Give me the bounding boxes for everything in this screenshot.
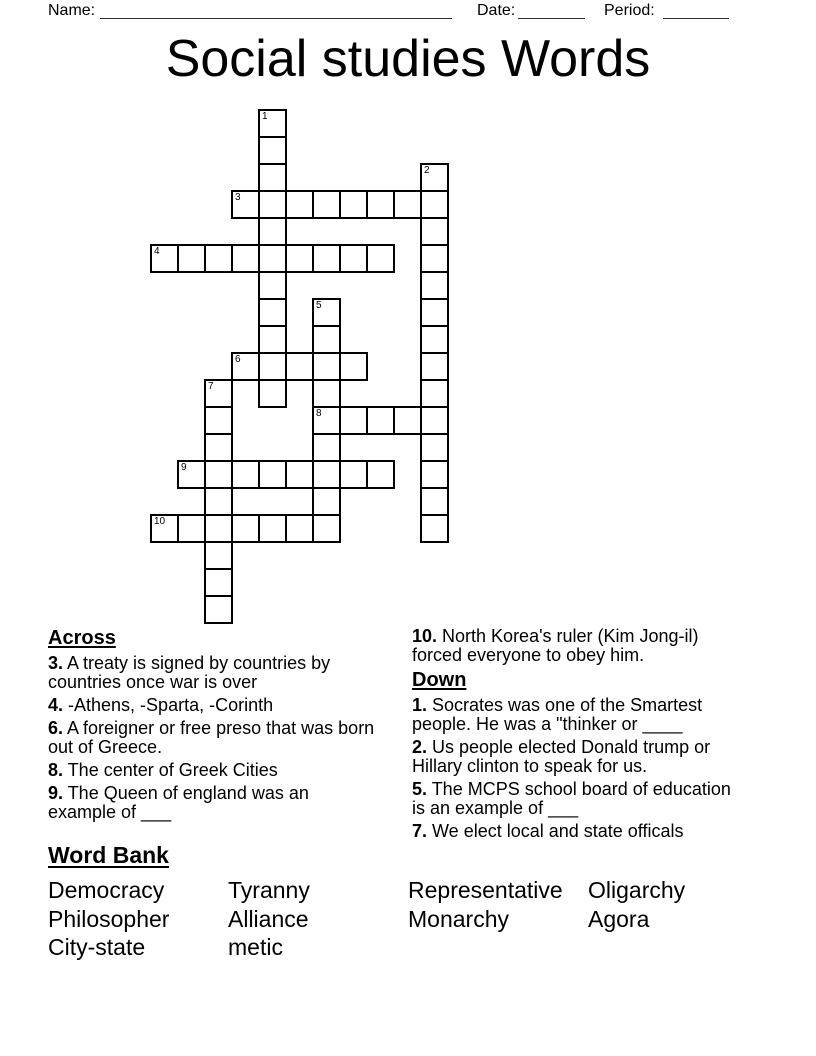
grid-cell bbox=[420, 217, 449, 246]
clue-text: countries once war is over bbox=[48, 672, 258, 692]
down-clues-list bbox=[412, 696, 784, 841]
grid-number-5: 5 bbox=[316, 300, 322, 311]
clue-text: The center of Greek Cities bbox=[63, 760, 278, 780]
grid-cell bbox=[285, 244, 314, 273]
grid-cell bbox=[258, 109, 287, 138]
word-bank-item: City-state bbox=[48, 934, 146, 960]
grid-cell bbox=[231, 352, 260, 381]
grid-cell bbox=[339, 244, 368, 273]
grid-number-2: 2 bbox=[424, 165, 430, 176]
grid-cell bbox=[258, 190, 287, 219]
word-bank-heading: Word Bank bbox=[48, 842, 169, 868]
grid-cell bbox=[258, 217, 287, 246]
clue-number: 1. bbox=[412, 695, 428, 715]
grid-number-10: 10 bbox=[154, 516, 166, 527]
grid-cell bbox=[420, 298, 449, 327]
down-clues-column bbox=[412, 627, 784, 845]
clue-10 bbox=[412, 627, 784, 665]
grid-cell bbox=[204, 541, 233, 570]
across-clues-list bbox=[48, 654, 404, 822]
grid-cell bbox=[258, 379, 287, 408]
grid-cell bbox=[312, 460, 341, 489]
grid-cell bbox=[258, 163, 287, 192]
clue-9 bbox=[48, 784, 404, 822]
grid-cell bbox=[231, 190, 260, 219]
word-bank-item: Philosopher bbox=[48, 905, 170, 932]
grid-cell bbox=[420, 163, 449, 192]
word-bank-item: Agora bbox=[588, 905, 650, 932]
grid-cell bbox=[312, 433, 341, 462]
grid-cell bbox=[312, 487, 341, 516]
grid-cell bbox=[339, 352, 368, 381]
clue-1 bbox=[412, 696, 784, 734]
across-clues-column bbox=[48, 627, 404, 826]
word-bank-item: Alliance bbox=[228, 905, 309, 932]
clue-text: The MCPS school board of education bbox=[427, 779, 731, 799]
clue-text: Us people elected Donald trump or bbox=[427, 737, 711, 757]
grid-cell bbox=[231, 244, 260, 273]
word-bank-item: Monarchy bbox=[408, 905, 509, 932]
grid-cell bbox=[339, 406, 368, 435]
clue-text: Hillary clinton to speak for us. bbox=[412, 756, 648, 776]
clue-number: 6. bbox=[48, 718, 64, 738]
clue-text: A treaty is signed by countries by bbox=[63, 653, 331, 673]
grid-cell bbox=[420, 271, 449, 300]
grid-cell bbox=[285, 352, 314, 381]
grid-cell bbox=[312, 298, 341, 327]
word-bank-item: Representative bbox=[408, 877, 563, 903]
grid-cell bbox=[366, 406, 395, 435]
grid-cell bbox=[150, 514, 179, 543]
grid-cell bbox=[258, 514, 287, 543]
period-label: Period: bbox=[604, 2, 655, 19]
grid-cell bbox=[204, 379, 233, 408]
grid-cell bbox=[393, 406, 422, 435]
clue-number: 8. bbox=[48, 760, 64, 780]
grid-cell bbox=[420, 379, 449, 408]
grid-cell bbox=[258, 298, 287, 327]
clue-6 bbox=[48, 719, 404, 757]
word-bank-item: Democracy bbox=[48, 877, 165, 903]
word-bank-item: metic bbox=[228, 934, 283, 960]
word-bank bbox=[48, 843, 788, 962]
grid-cell bbox=[285, 460, 314, 489]
grid-cell bbox=[285, 514, 314, 543]
clue-text: North Korea's ruler (Kim Jong-il) bbox=[437, 626, 699, 646]
clue-text: We elect local and state officals bbox=[427, 821, 684, 841]
grid-cell bbox=[258, 352, 287, 381]
grid-cell bbox=[204, 568, 233, 597]
clue-2 bbox=[412, 738, 784, 776]
grid-cell bbox=[339, 460, 368, 489]
clue-number: 9. bbox=[48, 783, 64, 803]
grid-cell bbox=[312, 325, 341, 354]
grid-number-3: 3 bbox=[235, 192, 241, 203]
grid-cell bbox=[204, 514, 233, 543]
clue-text: people. He was a "thinker or ____ bbox=[412, 714, 683, 734]
name-label: Name: bbox=[48, 2, 96, 19]
name-line bbox=[100, 2, 452, 19]
grid-cell bbox=[204, 244, 233, 273]
grid-cell bbox=[312, 379, 341, 408]
grid-cell bbox=[366, 460, 395, 489]
grid-number-6: 6 bbox=[235, 354, 241, 365]
clue-4 bbox=[48, 696, 404, 715]
grid-cell bbox=[312, 406, 341, 435]
grid-cell bbox=[312, 352, 341, 381]
clue-text: Socrates was one of the Smartest bbox=[427, 695, 703, 715]
word-bank-item: Oligarchy bbox=[588, 877, 686, 903]
grid-cell bbox=[204, 460, 233, 489]
grid-number-4: 4 bbox=[154, 246, 160, 257]
clue-text: forced everyone to obey him. bbox=[412, 645, 645, 665]
grid-cell bbox=[204, 406, 233, 435]
clue-text: out of Greece. bbox=[48, 737, 163, 757]
grid-cell bbox=[420, 190, 449, 219]
clue-text: The Queen of england was an bbox=[63, 783, 309, 803]
across-clues-continued bbox=[412, 627, 784, 665]
grid-cell bbox=[339, 190, 368, 219]
grid-cell bbox=[231, 514, 260, 543]
grid-cell bbox=[420, 352, 449, 381]
grid-cell bbox=[420, 325, 449, 354]
across-heading: Across bbox=[48, 627, 116, 649]
clue-8 bbox=[48, 761, 404, 780]
grid-cell bbox=[366, 244, 395, 273]
clue-text: example of ___ bbox=[48, 802, 172, 822]
grid-cell bbox=[312, 514, 341, 543]
date-label: Date: bbox=[477, 2, 516, 19]
word-bank-item: Tyranny bbox=[228, 877, 310, 903]
clue-number: 5. bbox=[412, 779, 428, 799]
grid-cell bbox=[393, 190, 422, 219]
clue-3 bbox=[48, 654, 404, 692]
grid-cell bbox=[204, 433, 233, 462]
clue-text: -Athens, -Sparta, -Corinth bbox=[63, 695, 274, 715]
grid-cell bbox=[258, 325, 287, 354]
grid-number-8: 8 bbox=[316, 408, 322, 419]
grid-number-1: 1 bbox=[262, 111, 268, 122]
grid-cell bbox=[285, 190, 314, 219]
clue-number: 4. bbox=[48, 695, 64, 715]
grid-cell bbox=[258, 136, 287, 165]
grid-cell bbox=[312, 244, 341, 273]
clue-text: is an example of ___ bbox=[412, 798, 579, 818]
grid-cell bbox=[312, 190, 341, 219]
clue-number: 3. bbox=[48, 653, 64, 673]
grid-number-7: 7 bbox=[208, 381, 214, 392]
grid-cell bbox=[420, 460, 449, 489]
grid-cell bbox=[258, 244, 287, 273]
grid-cell bbox=[366, 190, 395, 219]
grid-cell bbox=[420, 514, 449, 543]
date-line bbox=[518, 2, 585, 19]
grid-cell bbox=[420, 406, 449, 435]
grid-cell bbox=[204, 487, 233, 516]
clue-text: A foreigner or free preso that was born bbox=[63, 718, 375, 738]
grid-cell bbox=[150, 244, 179, 273]
grid-cell bbox=[420, 433, 449, 462]
down-heading: Down bbox=[412, 669, 467, 691]
grid-cell bbox=[177, 244, 206, 273]
clue-number: 2. bbox=[412, 737, 428, 757]
grid-cell bbox=[231, 460, 260, 489]
clue-5 bbox=[412, 780, 784, 818]
grid-cell bbox=[177, 514, 206, 543]
grid-cell bbox=[177, 460, 206, 489]
clue-number: 10. bbox=[412, 626, 438, 646]
grid-cell bbox=[420, 244, 449, 273]
grid-cell bbox=[204, 595, 233, 624]
clue-7 bbox=[412, 822, 784, 841]
clue-number: 7. bbox=[412, 821, 428, 841]
grid-number-9: 9 bbox=[181, 462, 187, 473]
grid-cell bbox=[258, 271, 287, 300]
page-title: Social studies Words bbox=[165, 30, 651, 88]
grid-cell bbox=[420, 487, 449, 516]
word-bank-grid bbox=[48, 876, 788, 962]
grid-cell bbox=[258, 460, 287, 489]
period-line bbox=[663, 2, 729, 19]
